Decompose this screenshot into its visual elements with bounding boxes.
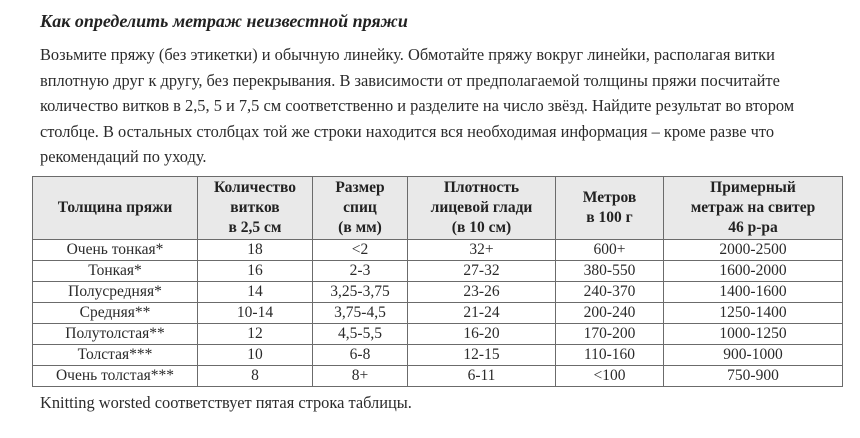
header-yarn-thickness: [33, 176, 198, 239]
table-cell: 3,25-3,75: [313, 281, 408, 302]
header-line: в 2,5 см: [228, 218, 282, 236]
header-line: лицевой глади: [430, 198, 533, 216]
table-cell: Средняя**: [33, 302, 198, 323]
table-row: [33, 281, 843, 302]
table-row: [33, 323, 843, 344]
header-needle-size: [313, 176, 408, 239]
header-line: Количество: [214, 178, 296, 196]
table-cell: 12: [198, 323, 313, 344]
table-cell: 10-14: [198, 302, 313, 323]
table-row: [33, 239, 843, 260]
table-cell: 600+: [556, 239, 664, 260]
table-cell: <100: [556, 365, 664, 386]
table-footnote: Knitting worsted соответствует пятая строка таблицы.: [40, 392, 412, 412]
table-cell: 6-11: [408, 365, 556, 386]
header-gauge: [408, 176, 556, 239]
table-cell: 200-240: [556, 302, 664, 323]
document-page: [40, 8, 840, 415]
table-row: [33, 302, 843, 323]
intro-paragraph: Возьмите пряжу (без этикетки) и обычную линейку. Обмотайте пряжу вокруг линейки, располагая витки вплотную друг к другу, без перекрывания. В зависимости от предполагаемой толщины пряжи посчитайте количество витков в 2,5, 5 и 7,5 см соответственно и разделите на число звёзд. Найдите результат во втором столбце. В остальных столбцах той же строки находится вся необходимая информация – кроме разве что рекомендаций по уходу.: [40, 45, 795, 167]
table-cell: 16-20: [408, 323, 556, 344]
header-meters-per-100g: [556, 176, 664, 239]
table-cell: 32+: [408, 239, 556, 260]
table-cell: 2-3: [313, 260, 408, 281]
yarn-table: [32, 176, 843, 387]
table-cell: 4,5-5,5: [313, 323, 408, 344]
header-line: Плотность: [443, 178, 520, 196]
header-line: Размер: [335, 178, 385, 196]
table-cell: 1600-2000: [664, 260, 843, 281]
header-line: Примерный: [710, 178, 796, 196]
header-line: витков: [230, 198, 280, 216]
table-cell: Очень толстая***: [33, 365, 198, 386]
header-line: 46 р-ра: [728, 218, 778, 236]
document-title: Как определить метраж неизвестной пряжи: [40, 11, 408, 31]
header-sweater-yardage: [664, 176, 843, 239]
table-cell: 900-1000: [664, 344, 843, 365]
header-line: Толщина пряжи: [57, 198, 173, 216]
table-cell: 8: [198, 365, 313, 386]
table-cell: 8+: [313, 365, 408, 386]
table-cell: <2: [313, 239, 408, 260]
table-cell: 1400-1600: [664, 281, 843, 302]
table-cell: 110-160: [556, 344, 664, 365]
table-cell: 18: [198, 239, 313, 260]
table-cell: 23-26: [408, 281, 556, 302]
table-row: [33, 260, 843, 281]
table-cell: 12-15: [408, 344, 556, 365]
table-cell: 1250-1400: [664, 302, 843, 323]
header-line: Метров: [582, 188, 637, 206]
table-cell: 2000-2500: [664, 239, 843, 260]
table-cell: 3,75-4,5: [313, 302, 408, 323]
table-cell: 750-900: [664, 365, 843, 386]
table-cell: 10: [198, 344, 313, 365]
header-line: в 100 г: [586, 208, 633, 226]
header-line: (в 10 см): [451, 218, 512, 236]
table-cell: 240-370: [556, 281, 664, 302]
table-cell: 380-550: [556, 260, 664, 281]
header-line: спиц: [343, 198, 377, 216]
table-cell: 27-32: [408, 260, 556, 281]
header-line: метраж на свитер: [690, 198, 816, 216]
table-cell: 6-8: [313, 344, 408, 365]
table-cell: Полутолстая**: [33, 323, 198, 344]
table-cell: Тонкая*: [33, 260, 198, 281]
header-line: (в мм): [338, 218, 382, 236]
table-cell: 170-200: [556, 323, 664, 344]
table-cell: Полусредняя*: [33, 281, 198, 302]
table-cell: 14: [198, 281, 313, 302]
table-header-row: [33, 176, 843, 239]
table-cell: 1000-1250: [664, 323, 843, 344]
table-row: [33, 344, 843, 365]
table-cell: Толстая***: [33, 344, 198, 365]
header-wraps-count: [198, 176, 313, 239]
table-cell: 21-24: [408, 302, 556, 323]
table-row: [33, 365, 843, 386]
table-cell: 16: [198, 260, 313, 281]
table-cell: Очень тонкая*: [33, 239, 198, 260]
